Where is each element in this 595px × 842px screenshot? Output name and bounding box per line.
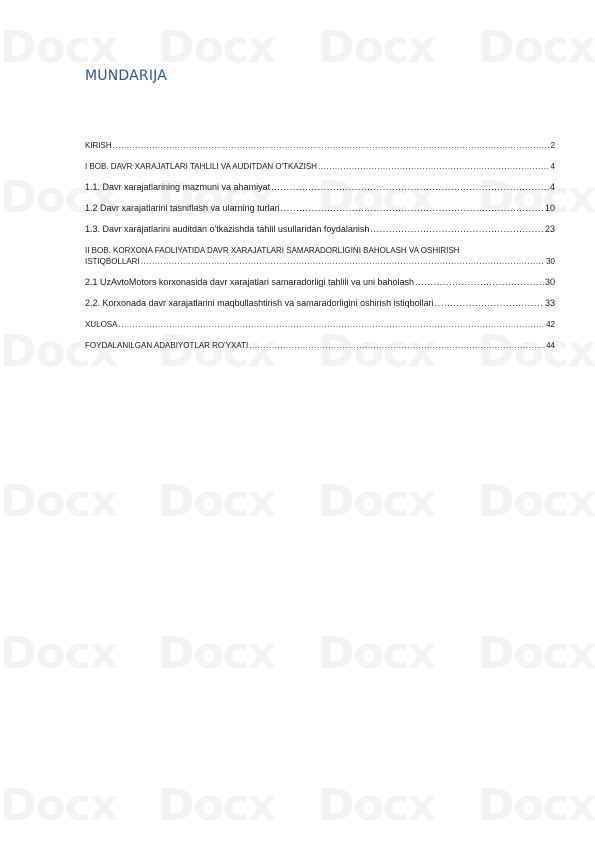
toc-entry-section-2-1[interactable] (85, 277, 555, 288)
toc-entry-section-1-2[interactable] (85, 203, 555, 214)
toc-entry-page: 2 (550, 141, 555, 150)
toc-entry-page: 30 (544, 277, 555, 287)
dot-leader (370, 224, 544, 235)
toc-entry-chapter-1[interactable] (85, 161, 555, 172)
toc-entry-title: XULOSA (85, 320, 118, 329)
toc-entry-title: 2.2. Korxonada davr xarajatlarini maqbullashtirish va samaradorligini oshirish istiqbollari (85, 298, 434, 308)
page-title: MUNDARIJA (85, 68, 168, 84)
toc-entry-page: 30 (546, 257, 555, 266)
toc-entry-title: 1.2 Davr xarajatlarini tasniflash va ularning turlari (85, 203, 280, 213)
toc-entry-title-line1: II BOB. KORXONA FAOLIYATIDA DAVR XARAJATLARI SAMARADORLIGINI BAHOLASH VA OSHIRISH (85, 246, 460, 255)
toc-entry-page: 10 (544, 203, 555, 213)
toc-entry-title-line2: ISTIQBOLLARI (85, 257, 140, 266)
toc-entry-title: 2.1 UzAvtoMotors korxonasida davr xarajatlari samaradorligi tahlili va uni baholash (85, 277, 414, 287)
toc-entry-section-1-1[interactable] (85, 182, 555, 193)
dot-leader (415, 277, 544, 288)
toc-entry-title: KIRISH (85, 141, 112, 150)
toc-entry-chapter-2[interactable] (85, 245, 555, 267)
toc-entry-section-2-2[interactable] (85, 298, 555, 309)
table-of-contents (85, 140, 555, 361)
dot-leader (318, 161, 550, 172)
toc-entry-page: 33 (544, 298, 555, 308)
dot-leader (113, 140, 550, 151)
toc-entry-xulosa[interactable] (85, 319, 555, 330)
toc-entry-page: 42 (546, 320, 555, 329)
dot-leader (118, 319, 545, 330)
dot-leader (435, 298, 544, 309)
dot-leader (141, 256, 545, 267)
toc-entry-references[interactable] (85, 340, 555, 351)
toc-entry-kirish[interactable] (85, 140, 555, 151)
toc-entry-page: 4 (549, 182, 555, 192)
dot-leader (281, 203, 544, 214)
toc-entry-page: 44 (546, 341, 555, 350)
toc-entry-title: FOYDALANILGAN ADABIYOTLAR RO'YXATI (85, 341, 249, 350)
toc-entry-title: 1.3. Davr xarajatlarini auditdan o'tkazishda tahlil usullaridan foydalanish (85, 224, 370, 234)
dot-leader (249, 340, 545, 351)
toc-entry-page: 4 (550, 162, 555, 171)
toc-entry-continuation (85, 256, 555, 267)
toc-entry-title: 1.1. Davr xarajatlarining mazmuni va ahamiyat (85, 182, 271, 192)
dot-leader (271, 182, 549, 193)
toc-entry-page: 23 (544, 224, 555, 234)
toc-entry-section-1-3[interactable] (85, 224, 555, 235)
toc-entry-title: I BOB. DAVR XARAJATLARI TAHLILI VA AUDITDAN O'TKAZISH (85, 162, 317, 171)
